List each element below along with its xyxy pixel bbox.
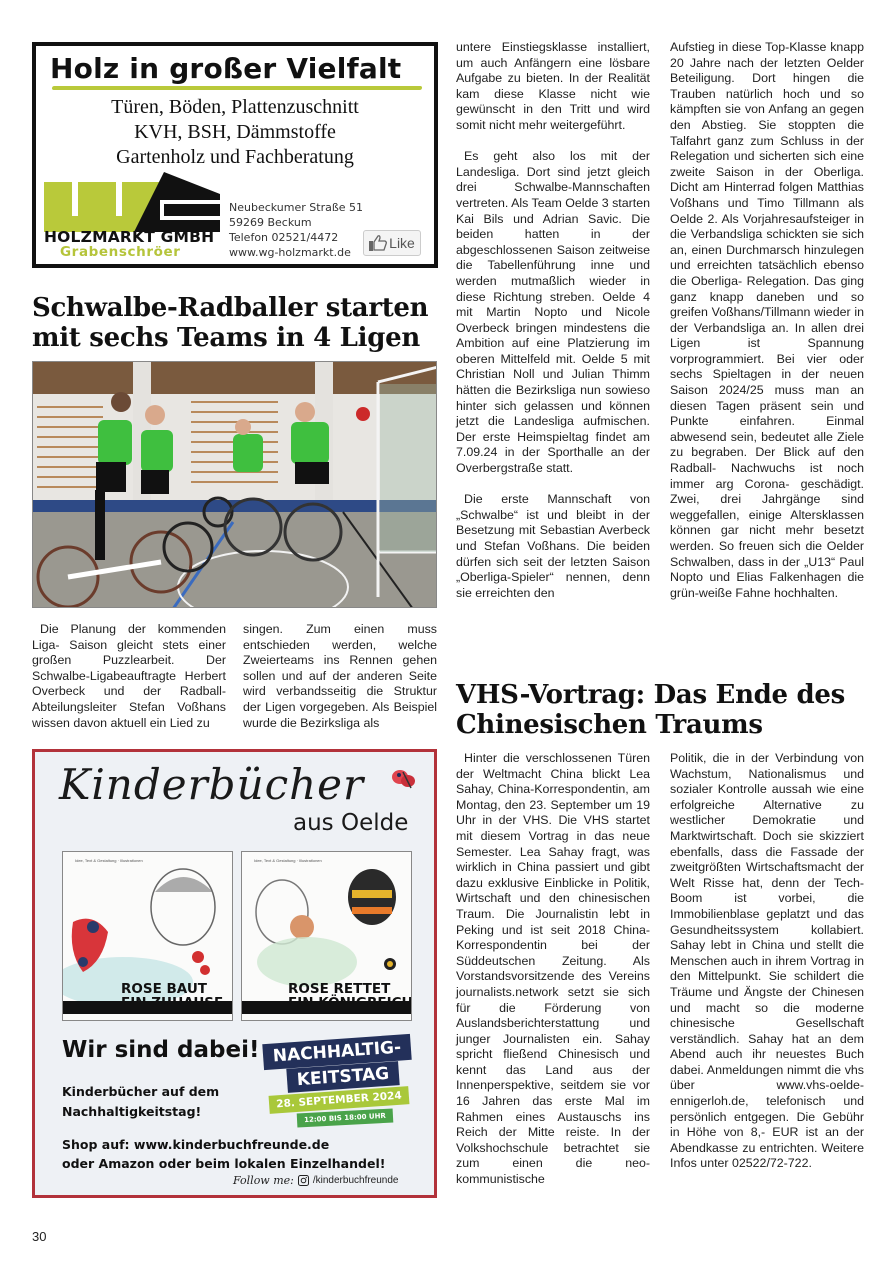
ad-line: Türen, Böden, Plattenzuschnitt	[111, 96, 359, 118]
article2-column-1	[456, 751, 650, 1188]
ad-title: Holz in großer Vielfalt	[50, 52, 402, 85]
shop-line: oder Amazon oder beim lokalen Einzelhandel!	[62, 1156, 386, 1171]
ad-text	[62, 1082, 219, 1122]
book-description-band	[63, 1001, 232, 1014]
company-name: HOLZMARKT GMBH	[44, 228, 215, 246]
headline-line: VHS-Vortrag: Das Ende des	[456, 680, 846, 710]
book-credit: Idee, Text & Gestaltung · Illustrationen	[75, 858, 143, 863]
kinderbuecher-ad	[32, 749, 437, 1198]
like-button	[363, 230, 421, 256]
ad-text-line: Kinderbücher auf dem	[62, 1084, 220, 1099]
badge-time: 12:00 BIS 18:00 UHR	[297, 1108, 394, 1127]
article2-column-2	[670, 751, 864, 1172]
article-headline	[456, 680, 845, 740]
address-website: www.wg-holzmarkt.de	[229, 246, 351, 259]
badge-line: NACHHALTIG-	[262, 1034, 411, 1070]
title-underline	[52, 86, 423, 90]
book-title-line: ROSE RETTET	[288, 981, 391, 997]
follow-label: Follow me:	[233, 1174, 294, 1187]
ad-line: KVH, BSH, Dämmstoffe	[134, 121, 336, 143]
butterfly-icon	[391, 768, 417, 792]
headline-line: Schwalbe-Radballer starten	[32, 293, 429, 323]
like-label: Like	[389, 235, 415, 251]
headline-line: mit sechs Teams in 4 Ligen	[32, 323, 420, 353]
address-street: Neubeckumer Straße 51	[229, 201, 364, 214]
paragraph: singen. Zum einen muss entschieden werden, welche Zweierteams ins Rennen gehen sollen und auf der anderen Seite wird verbandsseitig die Struktur der Ligen vorgegeben. Als Beispiel wurde die Bezirksliga als	[243, 622, 437, 730]
article1-column-3	[456, 40, 650, 601]
paragraph: Aufstieg in diese Top-Klasse knapp 20 Jahre nach der letzten Oelder Beteiligung. Dort hingen die Trauben natürlich hoch und so kämpften sie von Anfang an gegen den Abstieg. Sie stoppten die Talfahrt ganz zum Schluss in der Relegation und sicherten sich eine zweite Saison in der Oberliga. Dicht am Hinterrad folgen Matthias Voßhans und Timo Tillmann als Oelde 2. Als Vorjahresaufsteiger in die Verbandsliga schickten sie sich an, einen Durchmarsch hinzulegen und erreichten tatsächlich ebenso die Oberliga- Relegation. Das ging ganz knapp daneben und so greifen Voßhans/Tillmann wieder in der Verbandsliga an. In allen drei Ligen ist Spannung vorprogrammiert. Bei vier oder sechs Spieltagen in der neuen Saison 2024/25 muss man an diesen Tagen präsent sein und Punkte einfahren. Einmal abwesend sein, bedeutet alle Ziele zu begraben. Der Blick auf den Radball- Nachwuchs ist noch immer arg Corona- geschädigt. Zwei, drei Jahrgänge sind weggefallen, einige Altersklassen können gar nicht mehr besetzt werden. So freuen sich die Oelder Schwalben, dass in der „U13“ Paul Nopto und Elias Falkenhagen die grün-weiße Fahne hochhalten.	[670, 40, 864, 600]
company-address	[229, 200, 363, 260]
thumbs-up-icon	[369, 235, 387, 251]
ad-script-title: Kinderbücher	[59, 760, 365, 809]
book-description-band	[242, 1001, 411, 1014]
article-photo	[32, 361, 437, 608]
paragraph: untere Einstiegsklasse installiert, um auch Anfängern eine lösbare Aufgabe zu bieten. In der Realität kam diese Klasse nicht wie gewünscht in den Tritt und wird somit nicht mehr weitergeführt.	[456, 40, 650, 132]
holzmarkt-ad	[32, 42, 438, 268]
paragraph: Die erste Mannschaft von „Schwalbe“ ist und bleibt in der Besetzung mit Sebastian Averbeck und Stefan Voßhans. Die beiden dürfen sich seit der letzten Saison „Oberliga-Spieler“ nennen, denn sie erreichten den	[456, 492, 650, 600]
ad-headline: Wir sind dabei!	[62, 1037, 260, 1063]
ad-text-line: Nachhaltigkeitstag!	[62, 1104, 202, 1119]
address-city: 59269 Beckum	[229, 216, 312, 229]
book-cover	[62, 851, 233, 1021]
badge-line: KEITSTAG	[286, 1061, 399, 1093]
paragraph: Es geht also los mit der Landesliga. Dort sind jetzt gleich drei Schwalbe-Mannschaften vertreten. Als Team Oelde 3 starten Kai Bils und Adrian Savic. Die beiden hatten in der abgeschlossenen Saison zeitweise die Tabellenführung inne und werden mutmaßlich wieder in diese Richtung streben. Oelde 4 mit Martin Nopto und Nicole Overbeck bringen mindestens die Ambition auf eine Platzierung im oberen Mittelfeld mit. Oelde 5 mit Christian Noll und Julian Thimm hätten die Bezirksliga nun sowieso hinter sich gelassen und können jetzt die Landesliga aufmischen. Der erste Heimspieltag findet am 7.09.24 in der Sporthalle an der Overbergstraße statt.	[456, 149, 650, 476]
article1-column-2	[243, 622, 437, 731]
article-headline	[32, 293, 428, 353]
nachhaltigkeitstag-badge	[261, 1035, 416, 1135]
follow-handle: /kinderbuchfreunde	[312, 1175, 399, 1186]
ad-line: Gartenholz und Fachberatung	[116, 146, 354, 168]
ad-subtitle: aus Oelde	[293, 810, 409, 836]
shop-info	[62, 1135, 385, 1173]
company-subname: Grabenschröer	[60, 244, 181, 260]
book-cover	[241, 851, 412, 1021]
article1-column-1	[32, 622, 226, 731]
radball-photo-illustration	[33, 362, 437, 608]
article1-column-4	[670, 40, 864, 601]
badge-date: 28. SEPTEMBER 2024	[269, 1086, 410, 1114]
book-credit: Idee, Text & Gestaltung · Illustrationen	[254, 858, 322, 863]
shop-line: Shop auf: www.kinderbuchfreunde.de	[62, 1137, 330, 1152]
follow-info	[233, 1174, 399, 1187]
page-number: 30	[32, 1229, 47, 1244]
paragraph: Politik, die in der Verbindung von Wachstum, Nationalismus und sozialer Kontrolle aussah wie eine erfolgreiche Alternative zu westlicher Demokratie und Marktwirtschaft. Doch sie skizziert ebenfalls, dass die Fassade der zweitgrößten Wirtschaftsmacht der Welt Risse hat, denn der Tech-Boom ist vorbei, die Immobilienblase geplatzt und das Gesundheitssystem kollabiert. Sahay lebt in China und stellt die Menschen auch in ihrem Vortrag in den Mittelpunkt. Sie schildert die Träume und Ängste der Chinesen und macht so die moderne chinesische Gesellschaft verständlich. Sahay hat an dem Abend auch ihr neuestes Buch dabei. Anmeldungen nimmt die vhs über www.vhs-oelde-ennigerloh.de, telefonisch und persönlich entgegen. Die Gebühr in Höhe von 8,- EUR ist an der Abendkasse zu entrichten. Weitere Infos unter 02522/72-722.	[670, 751, 864, 1171]
book-title-line: ROSE BAUT	[121, 981, 208, 997]
paragraph: Hinter die verschlossenen Türen der Weltmacht China blickt Lea Sahay, China-Korrespondentin, am Montag, den 23. September um 19 Uhr in der VHS. Die VHS startet mit diesem Vortrag in das neue Semester. Lea Sahay fragt, was wirklich in China passiert und gibt dazu exklusive Einblicke in Politik, Wirtschaft und den chinesischen Traum. Die Journalistin lebt in Peking und ist seit 2018 China-Korrespondentin bei der Süddeutschen Zeitung. Als Vorstandsvorsitzende des Vereins journalists.network setzt sie sich für die Förderung von Auslandsberichterstattung und junger Journalisten ein. Sahay spricht fließend Chinesisch und kennt das Land aus der Innenperspektive, seitdem sie vor 16 Jahren das erste Mal im Rahmen eines Austauschs ins Reich der Mitte reiste. In der Volkshochschule betrachtet sie zum einen die neo-kommunistische	[456, 751, 650, 1187]
address-phone: Telefon 02521/4472	[229, 231, 339, 244]
paragraph: Die Planung der kommenden Liga- Saison gleicht stets einer großen Puzzlearbeit. Der Schwalbe-Ligabeauftragte Herbert Overbeck und der Radball-Abteilungsleiter Stefan Voßhans wissen davon aktuell ein Lied zu	[32, 622, 226, 730]
holzmarkt-logo-icon	[44, 172, 220, 232]
headline-line: Chinesischen Traums	[456, 710, 763, 740]
instagram-icon	[298, 1175, 309, 1186]
